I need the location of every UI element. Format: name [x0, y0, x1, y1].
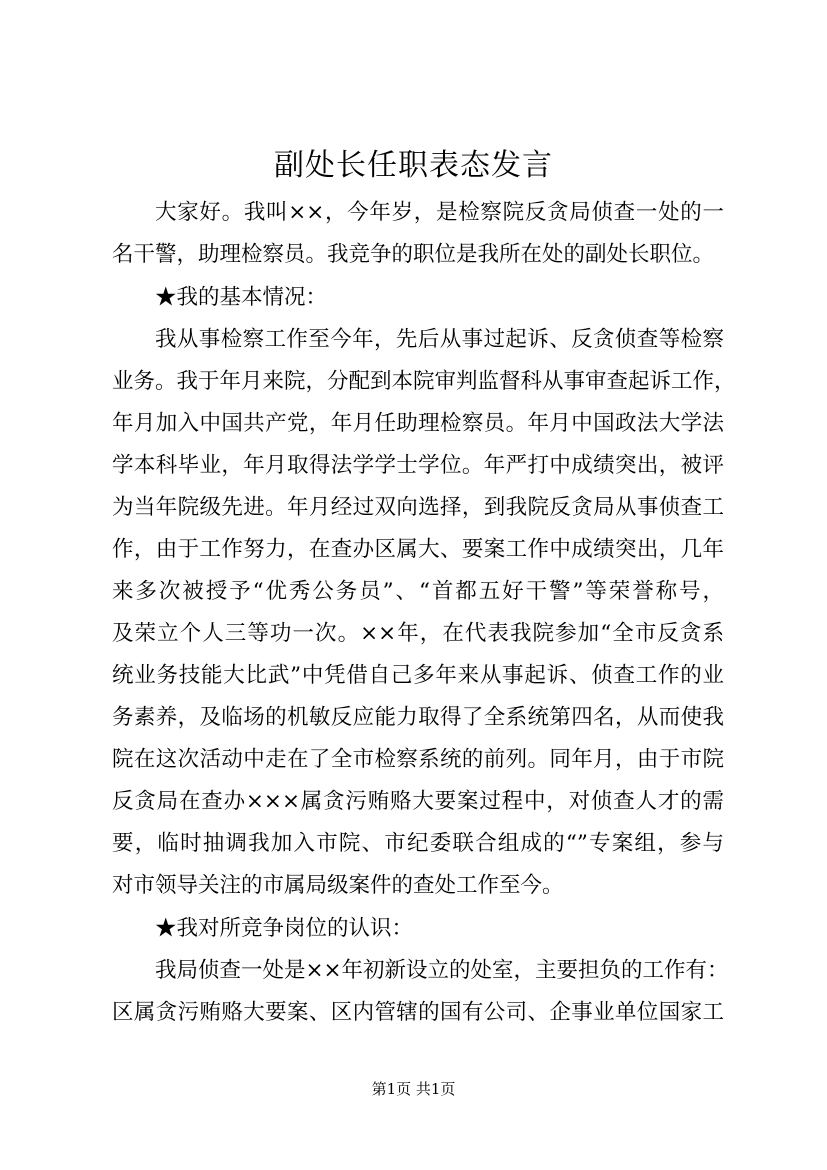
- paragraph-line: 我局侦查一处是××年初新设立的处室，主要担负的工作有：: [155, 958, 729, 983]
- paragraph-line: 要，临时抽调我加入市院、市纪委联合组成的“”专案组，参与: [112, 831, 724, 856]
- paragraph-line: 大家好。我叫××，今年岁，是检察院反贪局侦查一处的一: [155, 200, 724, 225]
- paragraph-line: 名干警，助理检察员。我竞争的职位是我所在处的副处长职位。: [112, 242, 715, 267]
- paragraph-line: 作，由于工作努力，在查办区属大、要案工作中成绩突出，几年: [112, 537, 724, 562]
- paragraph-line: 来多次被授予“优秀公务员”、“首都五好干警”等荣誉称号，: [112, 579, 724, 604]
- section-heading: ★我对所竞争岗位的认识：: [155, 916, 414, 941]
- page-footer: 第1页 共1页: [371, 1080, 456, 1098]
- paragraph-line: 年月加入中国共产党，年月任助理检察员。年月中国政法大学法: [112, 411, 724, 436]
- paragraph-line: 统业务技能大比武”中凭借自己多年来从事起诉、侦查工作的业: [112, 663, 724, 688]
- paragraph-line: 对市领导关注的市属局级案件的查处工作至今。: [112, 873, 564, 898]
- paragraph-line: 为当年院级先进。年月经过双向选择，到我院反贪局从事侦查工: [112, 495, 724, 520]
- paragraph-line: 我从事检察工作至今年，先后从事过起诉、反贪侦查等检察: [155, 327, 724, 352]
- paragraph-line: 区属贪污贿赂大要案、区内管辖的国有公司、企事业单位国家工: [112, 1000, 724, 1025]
- paragraph-line: 业务。我于年月来院，分配到本院审判监督科从事审查起诉工作，: [112, 369, 736, 394]
- paragraph-line: 学本科毕业，年月取得法学学士学位。年严打中成绩突出，被评: [112, 453, 724, 478]
- paragraph-line: 务素养，及临场的机敏反应能力取得了全系统第四名，从而使我: [112, 705, 724, 730]
- document-title: 副处长任职表态发言: [274, 148, 553, 183]
- paragraph-line: 院在这次活动中走在了全市检察系统的前列。同年月，由于市院: [112, 747, 724, 772]
- paragraph-line: 及荣立个人三等功一次。××年，在代表我院参加“全市反贪系: [112, 621, 724, 646]
- paragraph-line: 反贪局在查办×××属贪污贿赂大要案过程中，对侦查人才的需: [112, 789, 724, 814]
- section-heading: ★我的基本情况：: [155, 285, 328, 310]
